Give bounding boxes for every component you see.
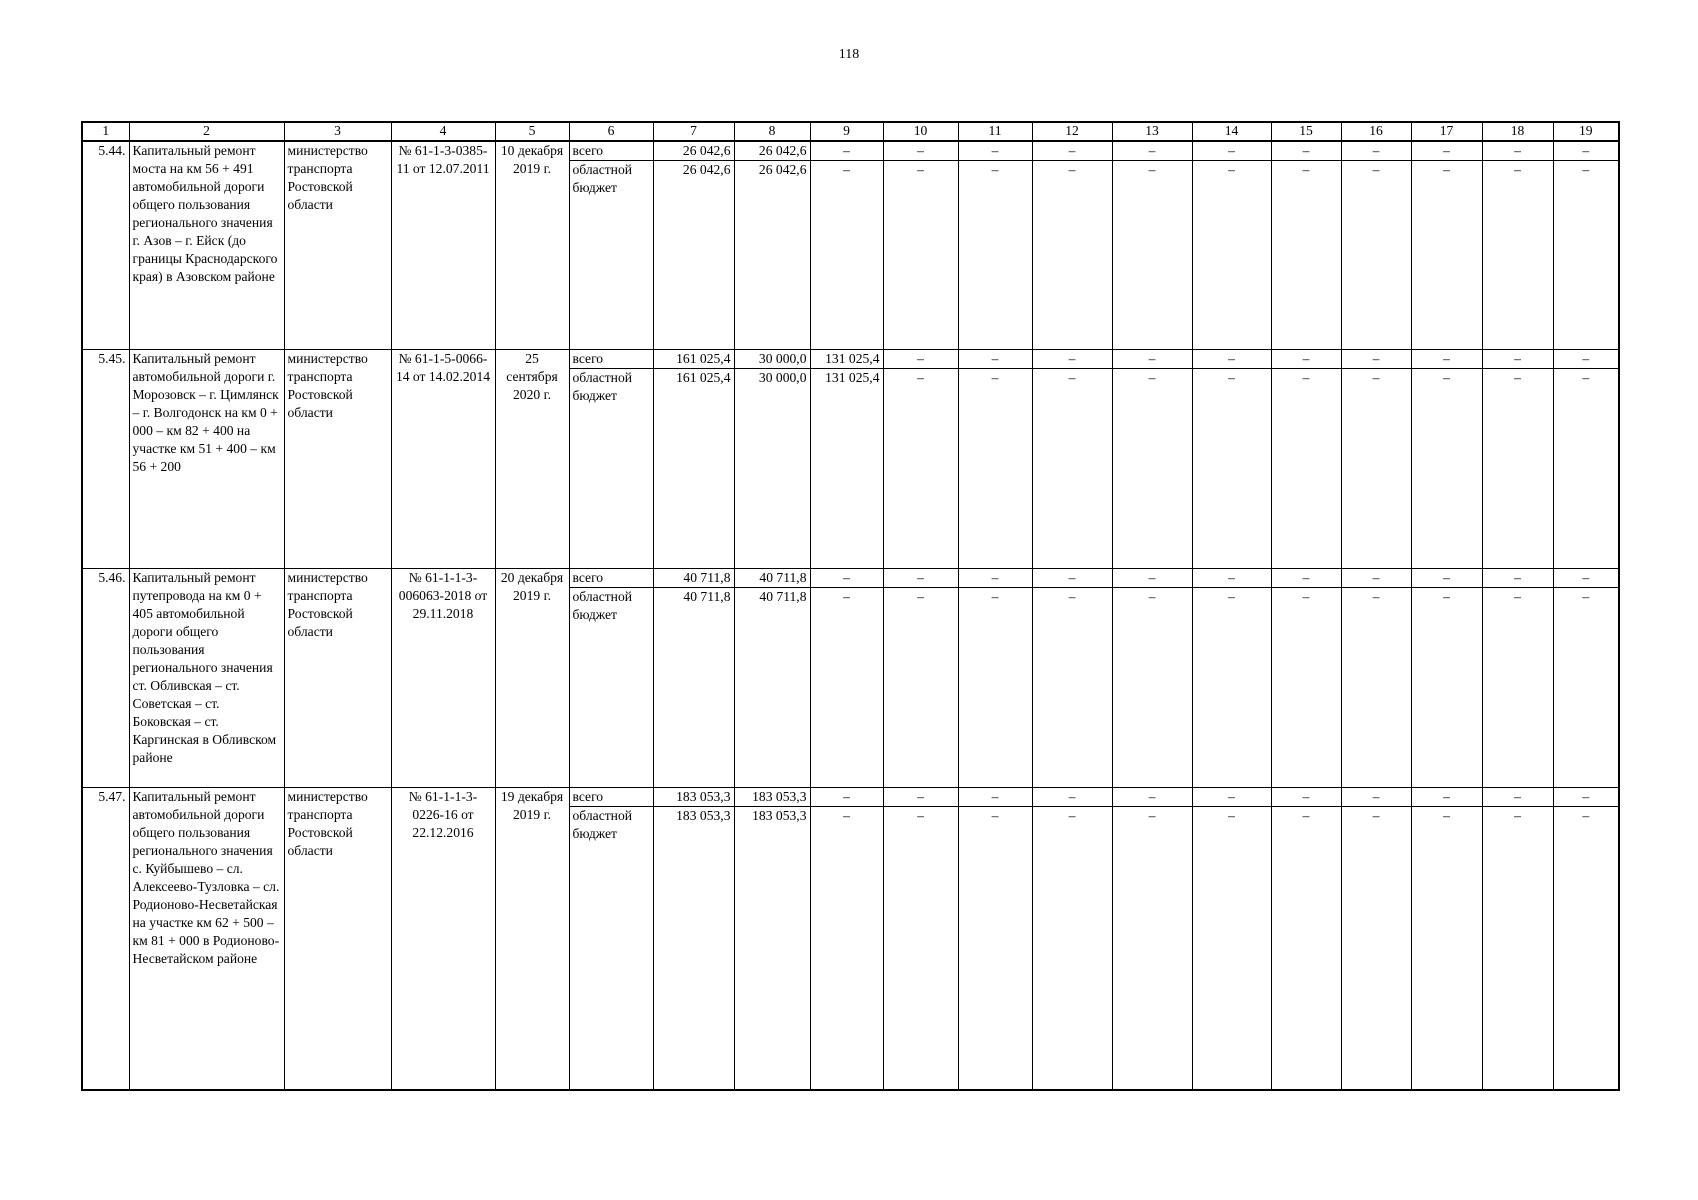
total-value-cell: – xyxy=(1032,788,1112,807)
column-number-16: 16 xyxy=(1341,122,1411,141)
total-value-cell: 26 042,6 xyxy=(653,141,734,161)
budget-value-cell: – xyxy=(1553,369,1619,569)
total-value-cell: – xyxy=(1482,569,1553,588)
expertise-document: № 61-1-3-0385-11 от 12.07.2011 xyxy=(391,141,495,350)
total-value-cell: – xyxy=(1192,788,1271,807)
budget-value-cell: – xyxy=(958,161,1032,350)
column-number-15: 15 xyxy=(1271,122,1341,141)
budget-value-cell: – xyxy=(1271,588,1341,788)
column-number-3: 3 xyxy=(284,122,391,141)
budget-value-cell: 131 025,4 xyxy=(810,369,883,569)
budget-value-cell: – xyxy=(1112,369,1192,569)
completion-date: 19 декабря 2019 г. xyxy=(495,788,569,1090)
column-number-18: 18 xyxy=(1482,122,1553,141)
total-value-cell: – xyxy=(1411,788,1482,807)
budget-value-cell: 183 053,3 xyxy=(653,807,734,1090)
total-value-cell: – xyxy=(810,141,883,161)
total-value-cell: – xyxy=(1553,141,1619,161)
funding-source-label: областной бюджет xyxy=(569,807,653,1090)
budget-value-cell: 30 000,0 xyxy=(734,369,810,569)
budget-value-cell: – xyxy=(1553,807,1619,1090)
row-number: 5.46. xyxy=(82,569,129,788)
budget-value-cell: 161 025,4 xyxy=(653,369,734,569)
column-number-2: 2 xyxy=(129,122,284,141)
completion-date: 10 декабря 2019 г. xyxy=(495,141,569,350)
budget-value-cell: – xyxy=(1482,588,1553,788)
total-value-cell: – xyxy=(1032,141,1112,161)
column-number-12: 12 xyxy=(1032,122,1112,141)
budget-value-cell: – xyxy=(1271,807,1341,1090)
budget-value-cell: – xyxy=(1482,161,1553,350)
object-name: Капитальный ремонт автомобильной дороги г. Морозовск – г. Цимлянск – г. Волгодонск на км 0 + 000 – км 82 + 400 на участке км 51 + 400 – км 56 + 200 xyxy=(129,350,284,569)
budget-value-cell: – xyxy=(1411,161,1482,350)
total-value-cell: 30 000,0 xyxy=(734,350,810,369)
funding-source-label: всего xyxy=(569,569,653,588)
expertise-document: № 61-1-1-3-0226-16 от 22.12.2016 xyxy=(391,788,495,1090)
budget-value-cell: – xyxy=(1032,588,1112,788)
responsible-org: министерство транспорта Ростовской области xyxy=(284,788,391,1090)
funding-source-label: всего xyxy=(569,788,653,807)
header-row xyxy=(82,122,1619,141)
budget-value-cell: – xyxy=(1341,161,1411,350)
budget-value-cell: – xyxy=(1271,161,1341,350)
total-value-cell: – xyxy=(1271,350,1341,369)
budget-value-cell: – xyxy=(1032,807,1112,1090)
budget-value-cell: – xyxy=(1032,161,1112,350)
object-name: Капитальный ремонт моста на км 56 + 491 автомобильной дороги общего пользования регионального значения г. Азов – г. Ейск (до границы Краснодарского края) в Азовском районе xyxy=(129,141,284,350)
object-name: Капитальный ремонт путепровода на км 0 + 405 автомобильной дороги общего пользования регионального значения ст. Обливская – ст. Советская – ст. Боковская – ст. Каргинская в Обливском районе xyxy=(129,569,284,788)
funding-source-label: областной бюджет xyxy=(569,588,653,788)
total-value-cell: – xyxy=(1192,569,1271,588)
budget-value-cell: – xyxy=(810,161,883,350)
budget-value-cell: – xyxy=(1482,369,1553,569)
total-value-cell: – xyxy=(1032,350,1112,369)
column-number-14: 14 xyxy=(1192,122,1271,141)
total-value-cell: 40 711,8 xyxy=(734,569,810,588)
page-number: 118 xyxy=(838,47,860,62)
column-number-5: 5 xyxy=(495,122,569,141)
column-number-10: 10 xyxy=(883,122,958,141)
total-value-cell: 26 042,6 xyxy=(734,141,810,161)
total-value-cell: – xyxy=(1482,141,1553,161)
total-value-cell: – xyxy=(1192,350,1271,369)
budget-value-cell: – xyxy=(1482,807,1553,1090)
total-value-cell: 183 053,3 xyxy=(653,788,734,807)
budget-value-cell: – xyxy=(958,588,1032,788)
budget-value-cell: 26 042,6 xyxy=(734,161,810,350)
total-value-cell: – xyxy=(1411,350,1482,369)
column-number-11: 11 xyxy=(958,122,1032,141)
budget-value-cell: – xyxy=(1192,161,1271,350)
column-number-8: 8 xyxy=(734,122,810,141)
total-value-cell: – xyxy=(1341,141,1411,161)
budget-value-cell: – xyxy=(1411,588,1482,788)
total-value-cell: 183 053,3 xyxy=(734,788,810,807)
column-number-9: 9 xyxy=(810,122,883,141)
object-name: Капитальный ремонт автомобильной дороги общего пользования регионального значения с. Куйбышево – сл. Алексеево-Тузловка – сл. Родионово-Несветайская на участке км 62 + 500 – км 81 + 000 в Родионово-Несветайском районе xyxy=(129,788,284,1090)
budget-value-cell: – xyxy=(1192,807,1271,1090)
total-value-cell: – xyxy=(1482,350,1553,369)
total-value-cell: – xyxy=(1341,350,1411,369)
budget-value-cell: – xyxy=(1112,588,1192,788)
responsible-org: министерство транспорта Ростовской области xyxy=(284,141,391,350)
total-value-cell: – xyxy=(958,350,1032,369)
expertise-document: № 61-1-1-3-006063-2018 от 29.11.2018 xyxy=(391,569,495,788)
total-value-cell: – xyxy=(958,141,1032,161)
budget-value-cell: – xyxy=(1341,369,1411,569)
total-value-cell: – xyxy=(883,350,958,369)
budget-value-cell: – xyxy=(1553,588,1619,788)
completion-date: 20 декабря 2019 г. xyxy=(495,569,569,788)
expertise-document: № 61-1-5-0066-14 от 14.02.2014 xyxy=(391,350,495,569)
budget-value-cell: – xyxy=(1112,161,1192,350)
table-row-total xyxy=(82,788,1619,807)
budget-value-cell: – xyxy=(883,369,958,569)
column-number-1: 1 xyxy=(82,122,129,141)
responsible-org: министерство транспорта Ростовской области xyxy=(284,569,391,788)
budget-value-cell: – xyxy=(883,161,958,350)
total-value-cell: – xyxy=(1112,350,1192,369)
budget-value-cell: – xyxy=(1032,369,1112,569)
total-value-cell: – xyxy=(883,569,958,588)
budget-value-cell: – xyxy=(1341,588,1411,788)
total-value-cell: – xyxy=(1553,350,1619,369)
column-number-19: 19 xyxy=(1553,122,1619,141)
budget-value-cell: – xyxy=(1553,161,1619,350)
row-number: 5.44. xyxy=(82,141,129,350)
total-value-cell: – xyxy=(1271,141,1341,161)
total-value-cell: – xyxy=(958,788,1032,807)
total-value-cell: 131 025,4 xyxy=(810,350,883,369)
budget-value-cell: 183 053,3 xyxy=(734,807,810,1090)
total-value-cell: – xyxy=(883,788,958,807)
budget-value-cell: – xyxy=(1192,588,1271,788)
budget-value-cell: – xyxy=(883,807,958,1090)
budget-value-cell: – xyxy=(1411,807,1482,1090)
total-value-cell: – xyxy=(810,788,883,807)
total-value-cell: – xyxy=(958,569,1032,588)
budget-value-cell: – xyxy=(1192,369,1271,569)
total-value-cell: 161 025,4 xyxy=(653,350,734,369)
total-value-cell: – xyxy=(1482,788,1553,807)
total-value-cell: – xyxy=(810,569,883,588)
total-value-cell: – xyxy=(1032,569,1112,588)
column-number-6: 6 xyxy=(569,122,653,141)
column-number-7: 7 xyxy=(653,122,734,141)
total-value-cell: – xyxy=(1341,788,1411,807)
table-row-total xyxy=(82,350,1619,369)
completion-date: 25 сентября 2020 г. xyxy=(495,350,569,569)
responsible-org: министерство транспорта Ростовской области xyxy=(284,350,391,569)
budget-value-cell: – xyxy=(1112,807,1192,1090)
table-row-total xyxy=(82,141,1619,161)
total-value-cell: – xyxy=(1271,569,1341,588)
budget-value-cell: – xyxy=(1271,369,1341,569)
funding-source-label: всего xyxy=(569,350,653,369)
total-value-cell: 40 711,8 xyxy=(653,569,734,588)
total-value-cell: – xyxy=(1192,141,1271,161)
total-value-cell: – xyxy=(1112,569,1192,588)
total-value-cell: – xyxy=(1553,569,1619,588)
budget-value-cell: – xyxy=(1341,807,1411,1090)
total-value-cell: – xyxy=(1411,569,1482,588)
column-number-13: 13 xyxy=(1112,122,1192,141)
column-number-4: 4 xyxy=(391,122,495,141)
row-number: 5.45. xyxy=(82,350,129,569)
budget-value-cell: – xyxy=(958,369,1032,569)
budget-value-cell: 26 042,6 xyxy=(653,161,734,350)
total-value-cell: – xyxy=(1271,788,1341,807)
total-value-cell: – xyxy=(1112,788,1192,807)
budget-value-cell: – xyxy=(810,807,883,1090)
total-value-cell: – xyxy=(1341,569,1411,588)
total-value-cell: – xyxy=(1112,141,1192,161)
budget-value-cell: 40 711,8 xyxy=(734,588,810,788)
total-value-cell: – xyxy=(1553,788,1619,807)
budget-value-cell: – xyxy=(883,588,958,788)
column-number-17: 17 xyxy=(1411,122,1482,141)
program-table xyxy=(81,121,1620,1091)
funding-source-label: областной бюджет xyxy=(569,369,653,569)
budget-value-cell: – xyxy=(810,588,883,788)
funding-source-label: областной бюджет xyxy=(569,161,653,350)
budget-value-cell: – xyxy=(1411,369,1482,569)
table-row-total xyxy=(82,569,1619,588)
row-number: 5.47. xyxy=(82,788,129,1090)
budget-value-cell: – xyxy=(958,807,1032,1090)
funding-source-label: всего xyxy=(569,141,653,161)
budget-value-cell: 40 711,8 xyxy=(653,588,734,788)
total-value-cell: – xyxy=(883,141,958,161)
total-value-cell: – xyxy=(1411,141,1482,161)
